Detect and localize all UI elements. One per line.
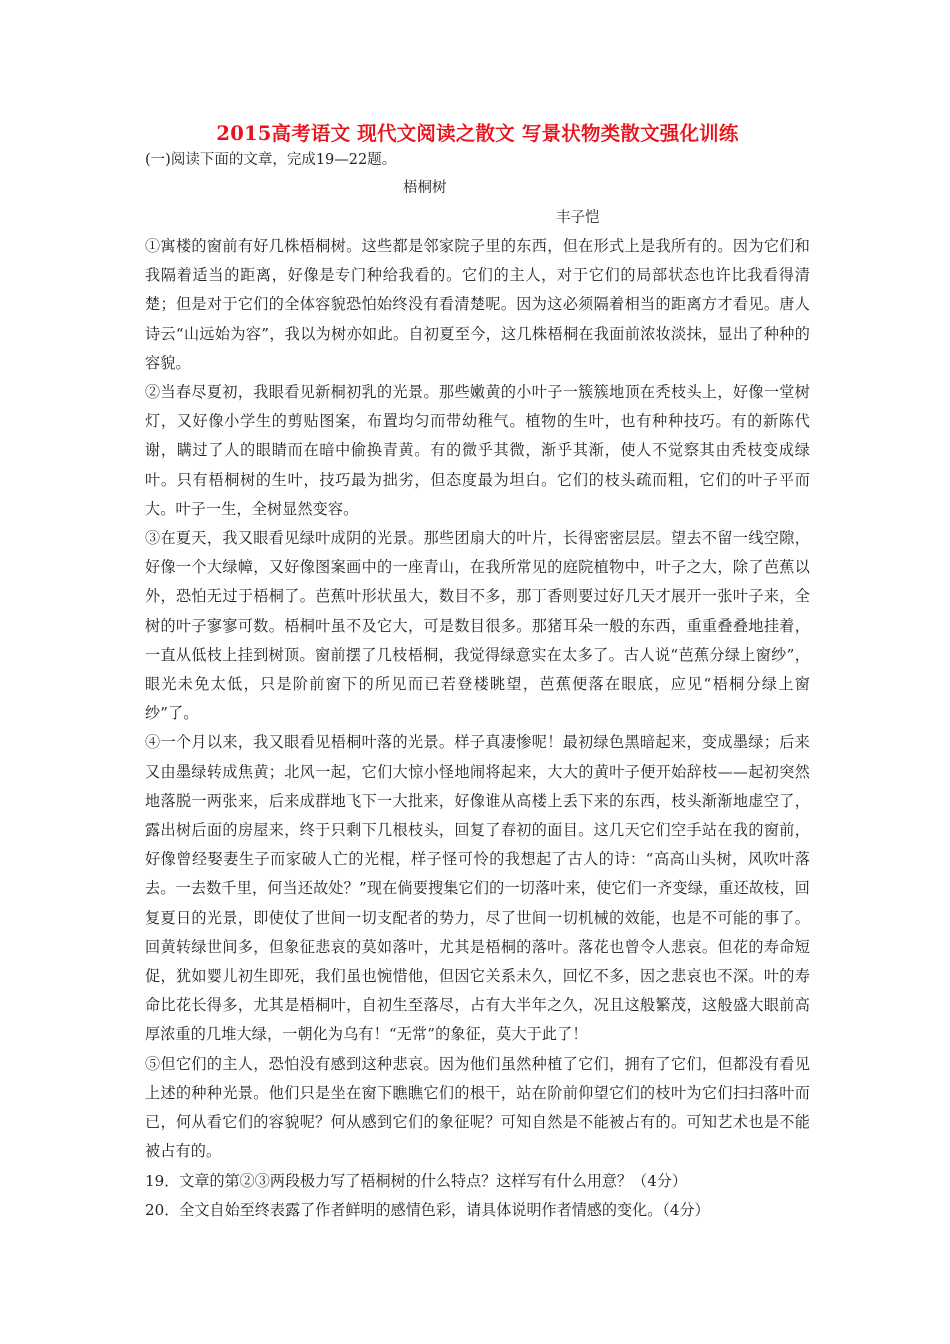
essay-title: 梧桐树 — [403, 180, 447, 196]
essay-paragraph-1: ①寓楼的窗前有好几株梧桐树。这些都是邻家院子里的东西，但在形式上是我所有的。因为它们和我隔着适当的距离，好像是专门种给我看的。它们的主人，对于它们的局部状态也许比我看得清楚；但是对于它们的全体容貌恐怕始终没有看清楚呢。因为这必须隔着相当的距离方才看见。唐人诗云“山远始为容”，我以为树亦如此。自初夏至今，这几株梧桐在我面前浓妆淡抹，显出了种种的容貌。 — [145, 237, 810, 372]
document-title: 2015高考语文 现代文阅读之散文 写景状物类散文强化训练 — [216, 122, 739, 145]
essay-paragraph-3: ③在夏天，我又眼看见绿叶成阴的光景。那些团扇大的叶片，长得密密层层。望去不留一线空隙，好像一个大绿幛，又好像图案画中的一座青山，在我所常见的庭院植物中，叶子之大，除了芭蕉以外，恐怕无过于梧桐了。芭蕉叶形状虽大，数目不多，那丁香则要过好几天才展开一张叶子来，全树的叶子寥寥可数。梧桐叶虽不及它大，可是数目很多。那猪耳朵一般的东西，重重叠叠地挂着，一直从低枝上挂到树顶。窗前摆了几枝梧桐，我觉得绿意实在太多了。古人说“芭蕉分绿上窗纱”，眼光未免太低，只是阶前窗下的所见而已若登楼眺望，芭蕉便落在眼底，应见“梧桐分绿上窗纱”了。 — [145, 529, 810, 723]
question-20: 20．全文自始至终表露了作者鲜明的感情色彩，请具体说明作者情感的变化。（4分） — [145, 1200, 710, 1219]
question-19: 19．文章的第②③两段极力写了梧桐树的什么特点？这样写有什么用意？（4分） — [145, 1171, 687, 1190]
essay-paragraph-2: ②当春尽夏初，我眼看见新桐初乳的光景。那些嫩黄的小叶子一簇簇地顶在秃枝头上，好像一堂树灯，又好像小学生的剪贴图案，布置均匀而带幼稚气。植物的生叶，也有种种技巧。有的新陈代谢，瞒过了人的眼睛而在暗中偷换青黄。有的微乎其微，渐乎其渐，使人不觉察其由秃枝变成绿叶。只有梧桐树的生叶，技巧最为拙劣，但态度最为坦白。它们的枝头疏而粗，它们的叶子平而大。叶子一生，全树显然变容。 — [145, 383, 810, 518]
document-page — [145, 120, 810, 1225]
essay-paragraph-5: ⑤但它们的主人，恐怕没有感到这种悲哀。因为他们虽然种植了它们，拥有了它们，但都没有看见上述的种种光景。他们只是坐在窗下瞧瞧它们的根干，站在阶前仰望它们的枝叶为它们扫扫落叶而已，何从看它们的容貌呢？何从感到它们的象征呢？可知自然是不能被占有的。可知艺术也是不能被占有的。 — [145, 1054, 810, 1161]
instruction-text: (一)阅读下面的文章，完成19—22题。 — [145, 152, 397, 168]
essay-paragraph-4: ④一个月以来，我又眼看见梧桐叶落的光景。样子真凄惨呢！最初绿色黑暗起来，变成墨绿；后来又由墨绿转成焦黄；北风一起，它们大惊小怪地闹将起来，大大的黄叶子便开始辞枝——起初突然地落脱一两张来，后来成群地飞下一大批来，好像谁从高楼上丢下来的东西，枝头渐渐地虚空了，露出树后面的房屋来，终于只剩下几根枝头，回复了春初的面目。这几天它们空手站在我的窗前，好像曾经娶妻生子而家破人亡的光棍，样子怪可怜的我想起了古人的诗：“高高山头树，风吹叶落去。一去数千里，何当还故处？”现在倘要搜集它们的一切落叶来，使它们一齐变绿，重还故枝，回复夏日的光景，即使仗了世间一切支配者的势力，尽了世间一切机械的效能，也是不可能的事了。回黄转绿世间多，但象征悲哀的莫如落叶，尤其是梧桐的落叶。落花也曾令人悲哀。但花的寿命短促，犹如婴儿初生即死，我们虽也惋惜他，但因它关系未久，回忆不多，因之悲哀也不深。叶的寿命比花长得多，尤其是梧桐叶，自初生至落尽，占有大半年之久，况且这般繁茂，这般盛大眼前高厚浓重的几堆大绿，一朝化为乌有！“无常”的象征，莫大于此了！ — [145, 733, 810, 1044]
essay-author: 丰子恺 — [556, 210, 600, 226]
